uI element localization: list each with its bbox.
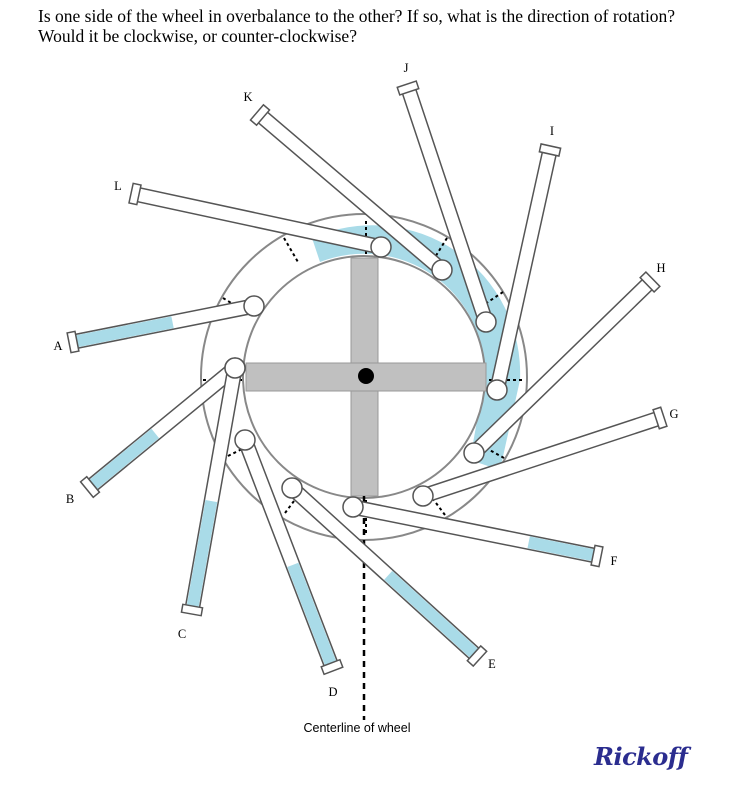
tube-label: F: [610, 554, 618, 568]
tube-label: C: [177, 627, 187, 641]
tube-label: A: [53, 339, 63, 353]
tube-label: G: [669, 407, 679, 421]
tube-pivot: [464, 443, 484, 463]
tube-label: B: [65, 492, 75, 506]
tube-water: [527, 536, 597, 561]
tube-water: [87, 429, 159, 491]
tube-water: [384, 571, 480, 660]
tube-label: H: [656, 261, 666, 275]
question-text: Is one side of the wheel in overbalance to the other? If so, what is the direction of rotation? Would it be clockwise, or counter-clockwise?: [38, 6, 676, 46]
tube-pivot: [413, 486, 433, 506]
tube-label: E: [488, 657, 496, 671]
tube-water: [287, 563, 337, 669]
tube-label: J: [403, 61, 409, 75]
tube-pivot: [225, 358, 245, 378]
tube-pivot: [282, 478, 302, 498]
tube-pivot: [476, 312, 496, 332]
tube-pivot: [487, 380, 507, 400]
tube-label: D: [328, 685, 338, 699]
tube-label: L: [114, 179, 122, 193]
tube-pivot: [235, 430, 255, 450]
tube-label: K: [243, 90, 253, 104]
tube-pivot: [371, 237, 391, 257]
centerline-label: Centerline of wheel: [303, 721, 411, 735]
tube-label: I: [549, 124, 555, 138]
tube-pivot: [343, 497, 363, 517]
axle: [358, 368, 374, 384]
tube-pivot: [244, 296, 264, 316]
signature: Rickoff: [594, 742, 688, 771]
tube-pivot: [432, 260, 452, 280]
